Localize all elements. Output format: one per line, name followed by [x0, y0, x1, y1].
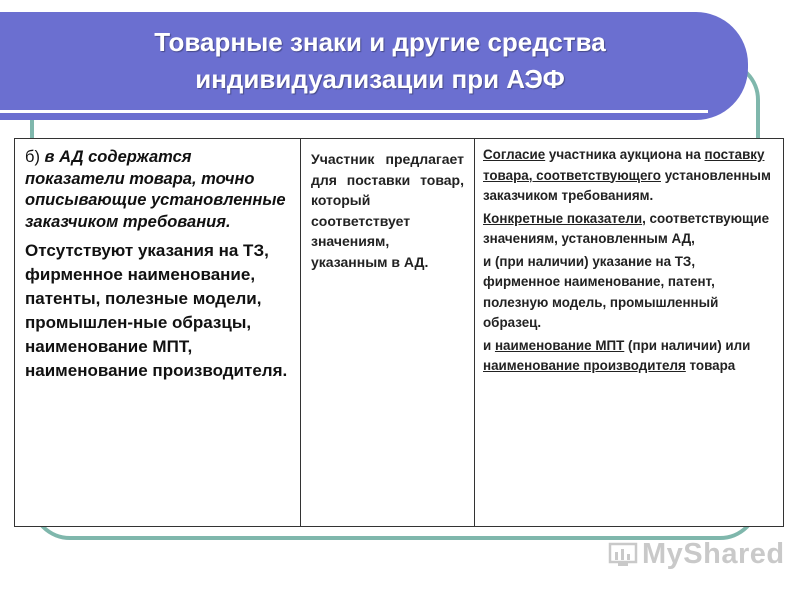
underlined-supply: поставку товара, соответствующего	[483, 147, 765, 183]
title-line-1: Товарные знаки и другие средства	[154, 27, 606, 57]
cell3-paragraph-3	[483, 252, 775, 334]
p4-text-b: (при наличии) или	[624, 337, 751, 353]
header-divider	[0, 110, 708, 113]
cell2-text: Участник предлагает для поставки товар, который соответствует значениям, указанным в АД.	[311, 151, 464, 270]
underlined-mpt: наименование МПТ	[494, 337, 625, 353]
chart-icon	[608, 540, 638, 570]
underlined-consent: Согласие	[483, 147, 546, 162]
table-cell-participant	[301, 139, 475, 526]
cell1-italic-body: в АД содержатся показатели товара, точно описывающие установленные заказчиком требования.	[25, 148, 286, 231]
p4-text-c: товара	[685, 358, 736, 373]
table-cell-consent	[475, 139, 783, 526]
comparison-table	[14, 138, 784, 527]
title-line-2: индивидуализации при АЭФ	[195, 64, 565, 94]
p1-text-b: установленным заказчиком требованиям.	[483, 167, 771, 203]
p4-text-a: и	[483, 337, 495, 353]
watermark-text: MyShared	[642, 538, 785, 570]
slide-title	[60, 24, 700, 98]
p3-text: и (при наличии) указание на ТЗ, фирменное наименование, патент, полезную модель, промышленный образец.	[483, 253, 719, 330]
watermark	[608, 538, 785, 571]
item-letter: б)	[25, 148, 40, 166]
underlined-manufacturer: наименование производителя	[483, 358, 686, 373]
p1-text-a: участника аукциона на	[545, 147, 705, 162]
cell1-bold-text: Отсутствуют указания на ТЗ, фирменное наименование, патенты, полезные модели, промышлен-ные образцы, наименование МПТ, наименование производителя.	[25, 241, 288, 380]
cell3-paragraph-1	[483, 145, 775, 207]
cell3-content	[483, 145, 775, 377]
underlined-specific-indicators: Конкретные показатели	[483, 210, 643, 226]
cell1-italic-text	[25, 147, 290, 233]
cell3-paragraph-2	[483, 209, 775, 250]
p2-text: , соответствующие значениям, установленным АД,	[483, 210, 770, 246]
table-cell-requirements	[15, 139, 301, 526]
cell3-paragraph-4	[483, 336, 775, 377]
